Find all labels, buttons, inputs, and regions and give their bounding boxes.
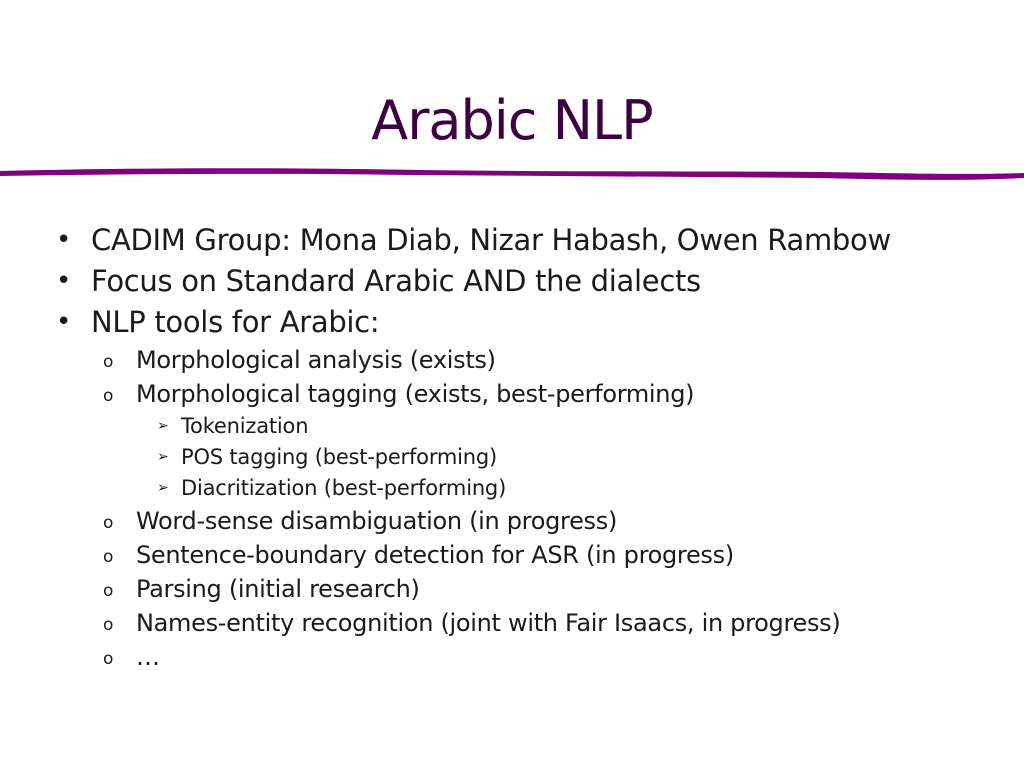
circle-bullet-icon: o	[103, 615, 114, 635]
sub-bullet-text: Sentence-boundary detection for ASR (in progress)	[136, 541, 734, 569]
arrow-bullet-icon: ➢	[157, 480, 169, 496]
sub-bullet-text: Word-sense disambiguation (in progress)	[136, 507, 618, 535]
circle-bullet-icon: o	[103, 352, 114, 372]
arrow-bullet-icon: ➢	[157, 449, 169, 465]
sub-sub-bullet-text: Diacritization (best-performing)	[181, 476, 507, 500]
sub-bullet-text: Parsing (initial research)	[136, 575, 420, 603]
sub-bullet-text: …	[136, 643, 160, 671]
sub-bullet-text: Names-entity recognition (joint with Fair Isaacs, in progress)	[136, 609, 841, 637]
title-underline-swoosh	[0, 162, 1024, 192]
circle-bullet-icon: o	[103, 649, 114, 669]
circle-bullet-icon: o	[103, 513, 114, 533]
bullet-text: NLP tools for Arabic:	[91, 305, 380, 339]
bullet-text: Focus on Standard Arabic AND the dialects	[91, 264, 701, 298]
circle-bullet-icon: o	[103, 386, 114, 406]
swoosh-stroke	[0, 168, 1024, 180]
sub-bullet-text: Morphological analysis (exists)	[136, 346, 496, 374]
sub-sub-bullet-text: Tokenization	[181, 414, 309, 438]
slide-title: Arabic NLP	[371, 89, 653, 152]
bullet-dot-icon: •	[56, 225, 72, 255]
arrow-bullet-icon: ➢	[157, 418, 169, 434]
bullet-text: CADIM Group: Mona Diab, Nizar Habash, Owen Rambow	[91, 223, 891, 257]
bullet-dot-icon: •	[56, 307, 72, 337]
sub-bullet-text: Morphological tagging (exists, best-performing)	[136, 380, 695, 408]
bullet-dot-icon: •	[56, 266, 72, 296]
circle-bullet-icon: o	[103, 547, 114, 567]
circle-bullet-icon: o	[103, 581, 114, 601]
sub-sub-bullet-text: POS tagging (best-performing)	[181, 445, 498, 469]
